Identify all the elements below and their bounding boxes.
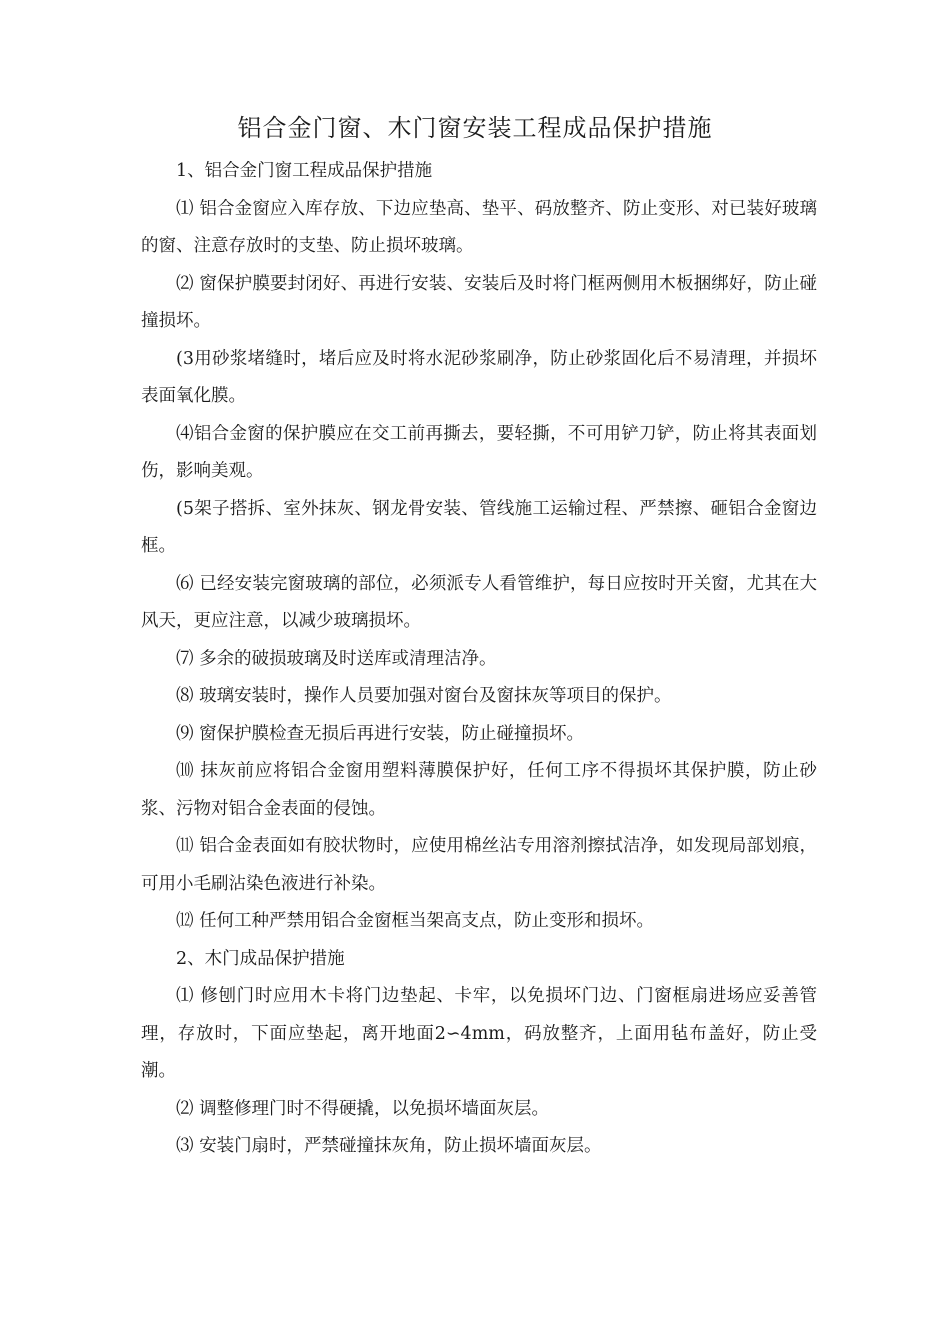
document-title: 铝合金门窗、木门窗安装工程成品保护措施: [237, 114, 713, 142]
paragraph: ⑴ 修刨门时应用木卡将门边垫起、卡牢，以免损坏门边、门窗框扇进场应妥善管理，存放时，下面应垫起，离开地面2∽4mm，码放整齐，上面用毡布盖好，防止受潮。: [141, 986, 817, 1081]
section-heading-wood-door: 2、木门成品保护措施: [176, 948, 345, 969]
document-body: [141, 153, 817, 1166]
paragraph: ⑽ 抹灰前应将铝合金窗用塑料薄膜保护好，任何工序不得损坏其保护膜，防止砂浆、污物对铝合金表面的侵蚀。: [141, 761, 817, 819]
paragraph: ⑷铝合金窗的保护膜应在交工前再撕去，要轻撕，不可用铲刀铲，防止将其表面划伤，影响美观。: [141, 423, 817, 481]
paragraph: ⑵ 窗保护膜要封闭好、再进行安装、安装后及时将门框两侧用木板捆绑好，防止碰撞损坏。: [141, 273, 817, 331]
paragraph: (5架子搭拆、室外抹灰、钢龙骨安装、管线施工运输过程、严禁擦、砸铝合金窗边框。: [141, 498, 817, 556]
paragraph: ⑵ 调整修理门时不得硬撬，以免损坏墙面灰层。: [176, 1098, 550, 1119]
paragraph: ⑹ 已经安装完窗玻璃的部位，必须派专人看管维护，每日应按时开关窗，尤其在大风天，更应注意，以减少玻璃损坏。: [141, 573, 817, 631]
paragraph: ⑶ 安装门扇时，严禁碰撞抹灰角，防止损坏墙面灰层。: [176, 1136, 602, 1156]
paragraph: ⑴ 铝合金窗应入库存放、下边应垫高、垫平、码放整齐、防止变形、对已装好玻璃的窗、注意存放时的支垫、防止损坏玻璃。: [141, 198, 817, 256]
paragraph: ⑿ 任何工种严禁用铝合金窗框当架高支点，防止变形和损坏。: [176, 911, 655, 931]
paragraph: ⑼ 窗保护膜检查无损后再进行安装，防止碰撞损坏。: [176, 723, 585, 744]
paragraph: ⑻ 玻璃安装时，操作人员要加强对窗台及窗抹灰等项目的保护。: [176, 686, 672, 706]
paragraph: (3用砂浆堵缝时，堵后应及时将水泥砂浆刷净，防止砂浆固化后不易清理，并损坏表面氧化膜。: [141, 348, 817, 406]
paragraph: ⑾ 铝合金表面如有胶状物时，应使用棉丝沾专用溶剂擦拭洁净，如发现局部划痕，可用小毛刷沾染色液进行补染。: [141, 836, 817, 894]
paragraph: ⑺ 多余的破损玻璃及时送库或清理洁净。: [176, 648, 497, 669]
section-heading-aluminum: 1、铝合金门窗工程成品保护措施: [176, 161, 433, 181]
